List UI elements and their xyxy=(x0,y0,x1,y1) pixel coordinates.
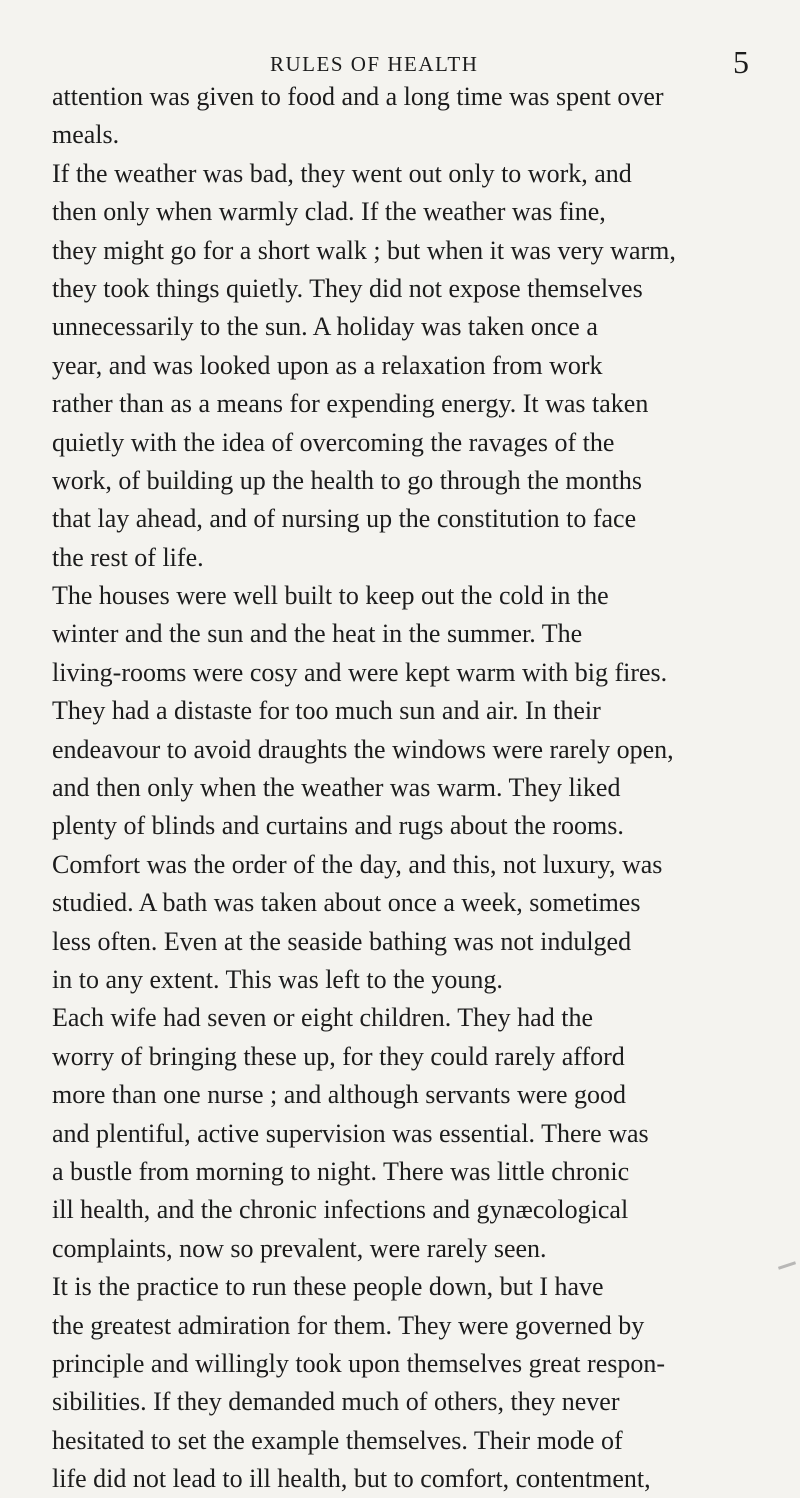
text-line: living-rooms were cosy and were kept warm with big fires. xyxy=(52,657,668,687)
text-line: worry of bringing these up, for they could rarely afford xyxy=(52,1041,625,1071)
page-number: 5 xyxy=(733,44,749,80)
text-line: more than one nurse ; and although servants were good xyxy=(52,1080,627,1110)
text-line: work, of building up the health to go through the months xyxy=(52,465,642,495)
text-line: sibilities. If they demanded much of others, they never xyxy=(52,1387,620,1417)
text-line: ill health, and the chronic infections and gynæcological xyxy=(52,1195,629,1225)
text-line: life did not lead to ill health, but to comfort, contentment, xyxy=(52,1464,651,1494)
text-line: unnecessarily to the sun. A holiday was taken once a xyxy=(52,312,598,342)
text-line: in to any extent. This was left to the young. xyxy=(52,964,503,994)
text-line: that lay ahead, and of nursing up the constitution to face xyxy=(52,504,637,534)
text-line: and then only when the weather was warm. They liked xyxy=(52,773,621,803)
body-text xyxy=(52,78,752,1498)
text-line: they might go for a short walk ; but when it was very warm, xyxy=(52,235,676,265)
paragraph-first-line: Each wife had seven or eight children. They had the xyxy=(52,1003,593,1033)
text-line: complaints, now so prevalent, were rarely seen. xyxy=(52,1233,547,1263)
paragraph-first-line: The houses were well built to keep out the cold in the xyxy=(52,581,609,611)
text-line: endeavour to avoid draughts the windows were rarely open, xyxy=(52,734,674,764)
text-line: then only when warmly clad. If the weather was fine, xyxy=(52,197,606,227)
text-line: rather than as a means for expending energy. It was taken xyxy=(52,389,649,419)
text-line: quietly with the idea of overcoming the ravages of the xyxy=(52,427,615,457)
text-line: studied. A bath was taken about once a week, sometimes xyxy=(52,888,641,918)
text-line: principle and willingly took upon themselves great respon- xyxy=(52,1348,666,1378)
text-line: plenty of blinds and curtains and rugs about the rooms. xyxy=(52,811,624,841)
paragraph-first-line: If the weather was bad, they went out only to work, and xyxy=(52,158,632,188)
text-line: winter and the sun and the heat in the summer. The xyxy=(52,619,583,649)
text-line: they took things quietly. They did not expose themselves xyxy=(52,273,643,303)
text-line: attention was given to food and a long time was spent over xyxy=(52,82,664,111)
text-line: Comfort was the order of the day, and this, not luxury, was xyxy=(52,849,663,879)
paragraph-first-line: It is the practice to run these people down, but I have xyxy=(52,1272,604,1302)
text-line: hesitated to set the example themselves. Their mode of xyxy=(52,1425,623,1455)
text-line: They had a distaste for too much sun and air. In their xyxy=(52,696,601,726)
running-head xyxy=(0,46,800,78)
scan-mark xyxy=(778,1261,796,1269)
text-line: a bustle from morning to night. There was little chronic xyxy=(52,1156,630,1186)
text-line: meals. xyxy=(52,120,120,150)
text-line: the greatest admiration for them. They were governed by xyxy=(52,1310,645,1340)
text-line: the rest of life. xyxy=(52,542,204,572)
text-line: less often. Even at the seaside bathing was not indulged xyxy=(52,926,632,956)
text-line: and plentiful, active supervision was essential. There was xyxy=(52,1118,649,1148)
running-title: RULES OF HEALTH xyxy=(270,52,479,76)
text-line: year, and was looked upon as a relaxation from work xyxy=(52,350,603,380)
